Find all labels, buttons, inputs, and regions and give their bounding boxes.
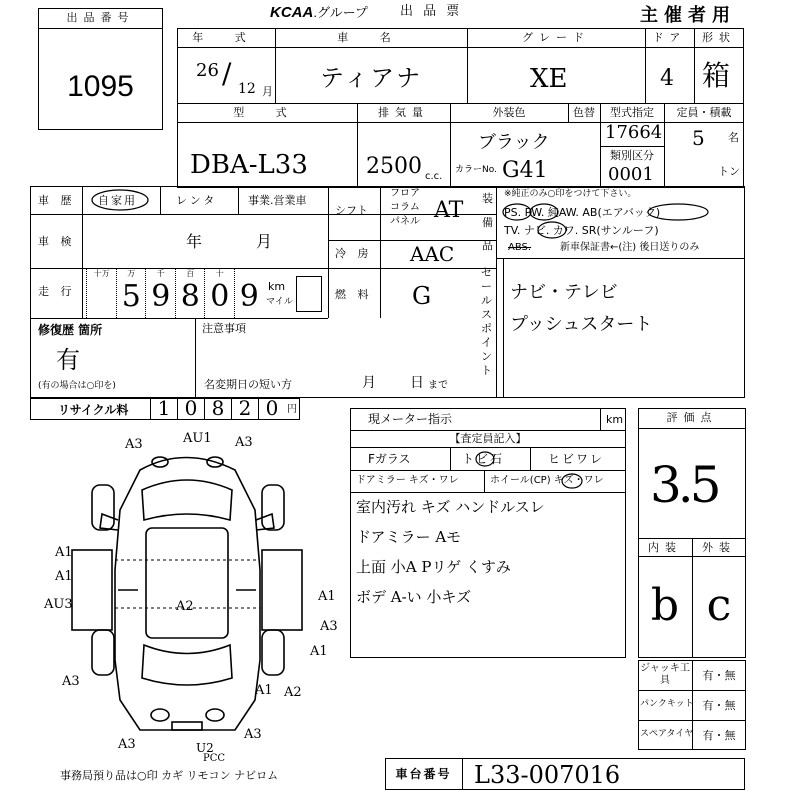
glass-label: Fガラス xyxy=(368,452,411,466)
equipment-label-3: 品 xyxy=(482,239,493,252)
divider xyxy=(195,318,196,398)
glass-option-crack: ヒビワレ xyxy=(548,452,605,466)
year-slash: / xyxy=(222,57,232,90)
interior-grade: b xyxy=(650,580,680,631)
inspection-label: 車 検 xyxy=(38,235,76,248)
lot-number-label: 出品番号 xyxy=(66,11,135,24)
damage-mark: A3 xyxy=(235,435,253,450)
recycle-digit: 1 xyxy=(150,398,177,420)
sales-point-1: ナビ・テレビ xyxy=(510,282,618,303)
private-use-circle xyxy=(90,188,150,212)
divider xyxy=(600,146,664,147)
divider xyxy=(177,103,744,104)
jack-value: 有・無 xyxy=(702,669,736,682)
repair-label: 修復歴 箇所 xyxy=(38,323,103,337)
divider xyxy=(238,186,239,214)
inspector-comment-4: ボデ A-い 小キズ xyxy=(356,588,472,606)
recycle-digit: 0 xyxy=(258,398,285,420)
damage-mark: A1 xyxy=(55,569,73,584)
divider xyxy=(328,240,496,241)
mileage-digit: 9 xyxy=(239,279,259,314)
load-unit: トン xyxy=(718,165,740,178)
shift-option-panel: パネル xyxy=(390,216,420,227)
form-title: 出 品 票 xyxy=(400,4,463,19)
score-label: 評価点 xyxy=(666,411,718,424)
classification-value: 0001 xyxy=(608,164,654,185)
displacement-value: 2500 xyxy=(366,154,422,179)
damage-mark: AU3 xyxy=(44,597,73,612)
interior-label: 内装 xyxy=(648,541,682,554)
divider xyxy=(600,408,601,430)
color-no-label: カラーNo. xyxy=(455,165,497,175)
mileage-digit: 8 xyxy=(180,279,200,314)
body-type-value: 箱 xyxy=(702,59,731,92)
inspector-header: 【査定員記入】 xyxy=(449,432,527,445)
color-change-label: 色替 xyxy=(573,106,595,119)
month-unit: 月 xyxy=(262,85,273,98)
shift-label: シフト xyxy=(335,204,368,217)
mileage-digit-label: 十 xyxy=(215,269,224,278)
divider xyxy=(530,447,531,470)
cc-unit: c.c. xyxy=(425,171,443,182)
divider xyxy=(38,28,163,29)
divider xyxy=(328,186,329,318)
inspection-year: 年 xyxy=(186,232,203,251)
equipment-line-3: 新車保証書←(注) 後日送りのみ xyxy=(560,242,700,253)
shift-option-column: コラム xyxy=(390,202,420,213)
capacity-value: 5 xyxy=(692,126,705,150)
deadline-until: まで xyxy=(428,380,448,391)
divider xyxy=(462,758,463,790)
damage-mark: A1 xyxy=(55,545,73,560)
divider xyxy=(30,214,496,215)
inspector-comment-1: 室内汚れ キズ ハンドルスレ xyxy=(356,498,545,516)
exterior-color-label: 外装色 xyxy=(492,106,526,119)
ac-value: AAC xyxy=(410,242,455,266)
lot-number: 1095 xyxy=(67,70,134,103)
car-damage-diagram xyxy=(60,430,350,760)
model-code-label: 型 式 xyxy=(233,106,301,119)
divider xyxy=(350,492,626,493)
mileage-digit-cell xyxy=(86,268,116,318)
recycle-unit: 円 xyxy=(287,404,297,415)
chassis-number: L33-007016 xyxy=(474,761,621,789)
divider xyxy=(380,186,381,318)
organizer-copy-label: 主催者用 xyxy=(640,5,736,26)
damage-mark: A2 xyxy=(284,685,302,700)
fuel-label: 燃 料 xyxy=(335,288,373,301)
mileage-digit-label: 百 xyxy=(186,269,195,278)
recycle-label: リサイクル料 xyxy=(58,403,129,417)
year-label: 年 式 xyxy=(192,31,260,44)
mileage-digit: 0 xyxy=(210,279,230,314)
mile-checkbox[interactable] xyxy=(296,276,322,312)
glass-option-chip: トビ石 xyxy=(462,452,505,466)
recycle-digit: 8 xyxy=(204,398,231,420)
model-code-value: DBA-L33 xyxy=(190,150,308,180)
model-name: ティアナ xyxy=(320,64,423,92)
mileage-label: 走 行 xyxy=(38,285,76,298)
displacement-label: 排気量 xyxy=(378,106,429,119)
mile-unit: マイル xyxy=(266,297,293,307)
sales-point-2: プッシュスタート xyxy=(510,314,653,335)
year-value: 26 xyxy=(196,60,219,81)
private-use-option: 自家用 xyxy=(98,194,137,207)
divider xyxy=(496,186,497,398)
damage-mark: A3 xyxy=(125,437,143,452)
capacity-unit: 名 xyxy=(728,131,739,144)
logo-suffix: .グループ xyxy=(313,5,368,20)
inspector-comment-3: 上面 小A Pリゲ くすみ xyxy=(356,558,511,576)
mileage-digit: 5 xyxy=(121,279,141,314)
inspector-comment-2: ドアミラー Aモ xyxy=(356,528,462,546)
color-no-value: G41 xyxy=(502,158,548,183)
jack-label: ジャッキ工具 xyxy=(640,663,690,686)
meter-km-unit: km xyxy=(606,413,624,426)
damage-mark: A3 xyxy=(244,727,262,742)
divider xyxy=(503,258,504,398)
ac-label: 冷 房 xyxy=(335,247,373,260)
divider xyxy=(160,186,161,214)
equipment-line-1: PS. PW. 純AW. AB(エアバック) xyxy=(504,206,661,219)
rental-option: レンタ xyxy=(176,194,218,207)
divider xyxy=(350,447,626,448)
mileage-digit: 9 xyxy=(151,279,171,314)
divider xyxy=(328,268,496,269)
recycle-digit: 2 xyxy=(231,398,258,420)
damage-mark: A1 xyxy=(255,683,273,698)
equipment-label-2: 備 xyxy=(482,216,493,229)
repair-note: (有の場合は○印を) xyxy=(38,381,116,391)
mileage-digit-cell xyxy=(234,268,264,318)
puncture-label: パンクキット xyxy=(640,699,694,709)
damage-mark: A3 xyxy=(118,737,136,752)
divider xyxy=(177,47,744,48)
score-value: 3.5 xyxy=(650,456,718,514)
shift-value: AT xyxy=(434,198,464,223)
damage-mark: A1 xyxy=(310,644,328,659)
equipment-label-1: 装 xyxy=(482,192,493,205)
divider xyxy=(30,318,328,319)
equipment-circles xyxy=(500,200,720,260)
shift-option-floor: フロア xyxy=(390,188,420,199)
business-option: 事業.営業車 xyxy=(248,194,307,207)
classification-label: 類別区分 xyxy=(610,149,654,162)
color-name-value: ブラック xyxy=(478,132,550,153)
grade-label: グレード xyxy=(522,31,590,44)
inspection-month: 月 xyxy=(256,232,273,251)
model-name-label: 車 名 xyxy=(337,31,405,44)
spare-label: スペアタイヤ xyxy=(640,729,694,739)
body-label: 形状 xyxy=(702,31,736,44)
mileage-digit-label: 万 xyxy=(127,269,136,278)
km-unit: km xyxy=(268,280,286,293)
repair-value: 有 xyxy=(56,346,80,374)
damage-mark: PCC xyxy=(203,753,226,764)
puncture-value: 有・無 xyxy=(702,699,736,712)
equipment-note: ※純正のみ○印をつけて下さい。 xyxy=(504,189,637,199)
deadline-month: 月 xyxy=(362,375,376,391)
notes-label: 注意事項 xyxy=(202,322,246,335)
deadline-label: 名変期日の短い方 xyxy=(204,378,292,391)
wheel-label: ホイール(CP) キズ・ワレ xyxy=(490,475,604,486)
exterior-label: 外装 xyxy=(702,541,736,554)
mileage-digit-label: 十万 xyxy=(93,269,110,278)
logo-text: KCAA xyxy=(270,4,314,21)
meter-label: 現メーター指示 xyxy=(368,412,453,426)
damage-mark: U2 xyxy=(196,741,214,755)
damage-mark: AU1 xyxy=(183,431,212,446)
recycle-digit: 0 xyxy=(177,398,204,420)
damage-mark: A3 xyxy=(320,619,338,634)
doors-label: ドア xyxy=(652,31,687,44)
footer-note: 事務局預り品は○印 カギ リモコン ナビロム xyxy=(60,769,279,782)
glass-chip-circle xyxy=(474,450,496,468)
chassis-label: 車台番号 xyxy=(395,767,452,781)
exterior-grade: c xyxy=(706,580,732,631)
grade-value: XE xyxy=(530,64,568,94)
fuel-value: G xyxy=(412,282,432,310)
divider xyxy=(496,258,745,259)
equipment-abs: ABS. xyxy=(508,242,532,253)
mirror-label: ドアミラー キズ・ワレ xyxy=(356,475,459,486)
mileage-digit-cell xyxy=(175,268,205,318)
damage-mark: A1 xyxy=(318,589,336,604)
capacity-label: 定員・積載 xyxy=(676,106,732,119)
type-designation-label: 型式指定 xyxy=(610,106,654,119)
divider xyxy=(350,470,626,471)
mileage-digit-label: 千 xyxy=(156,269,165,278)
divider xyxy=(484,470,485,492)
mileage-digit-cell xyxy=(116,268,146,318)
spare-value: 有・無 xyxy=(702,729,736,742)
doors-value: 4 xyxy=(660,66,674,91)
lot-number-box xyxy=(38,8,163,130)
type-designation-value: 17664 xyxy=(605,122,663,143)
divider xyxy=(82,186,83,318)
equipment-line-2: TV. ナビ. カワ. SR(サンルーフ) xyxy=(504,224,659,237)
wheel-scratch-circle xyxy=(560,472,584,490)
damage-mark: A3 xyxy=(62,674,80,689)
divider xyxy=(450,447,451,470)
month-value: 12 xyxy=(238,81,256,97)
history-label: 車 歴 xyxy=(38,194,76,207)
brand-logo xyxy=(270,2,368,21)
deadline-day: 日 xyxy=(410,375,424,391)
mileage-digit-cell xyxy=(204,268,234,318)
sales-points-label: セールスポイント xyxy=(481,266,492,377)
damage-mark: A2 xyxy=(176,599,194,614)
mileage-digit-cell xyxy=(145,268,175,318)
divider xyxy=(350,430,626,431)
divider xyxy=(638,428,746,429)
